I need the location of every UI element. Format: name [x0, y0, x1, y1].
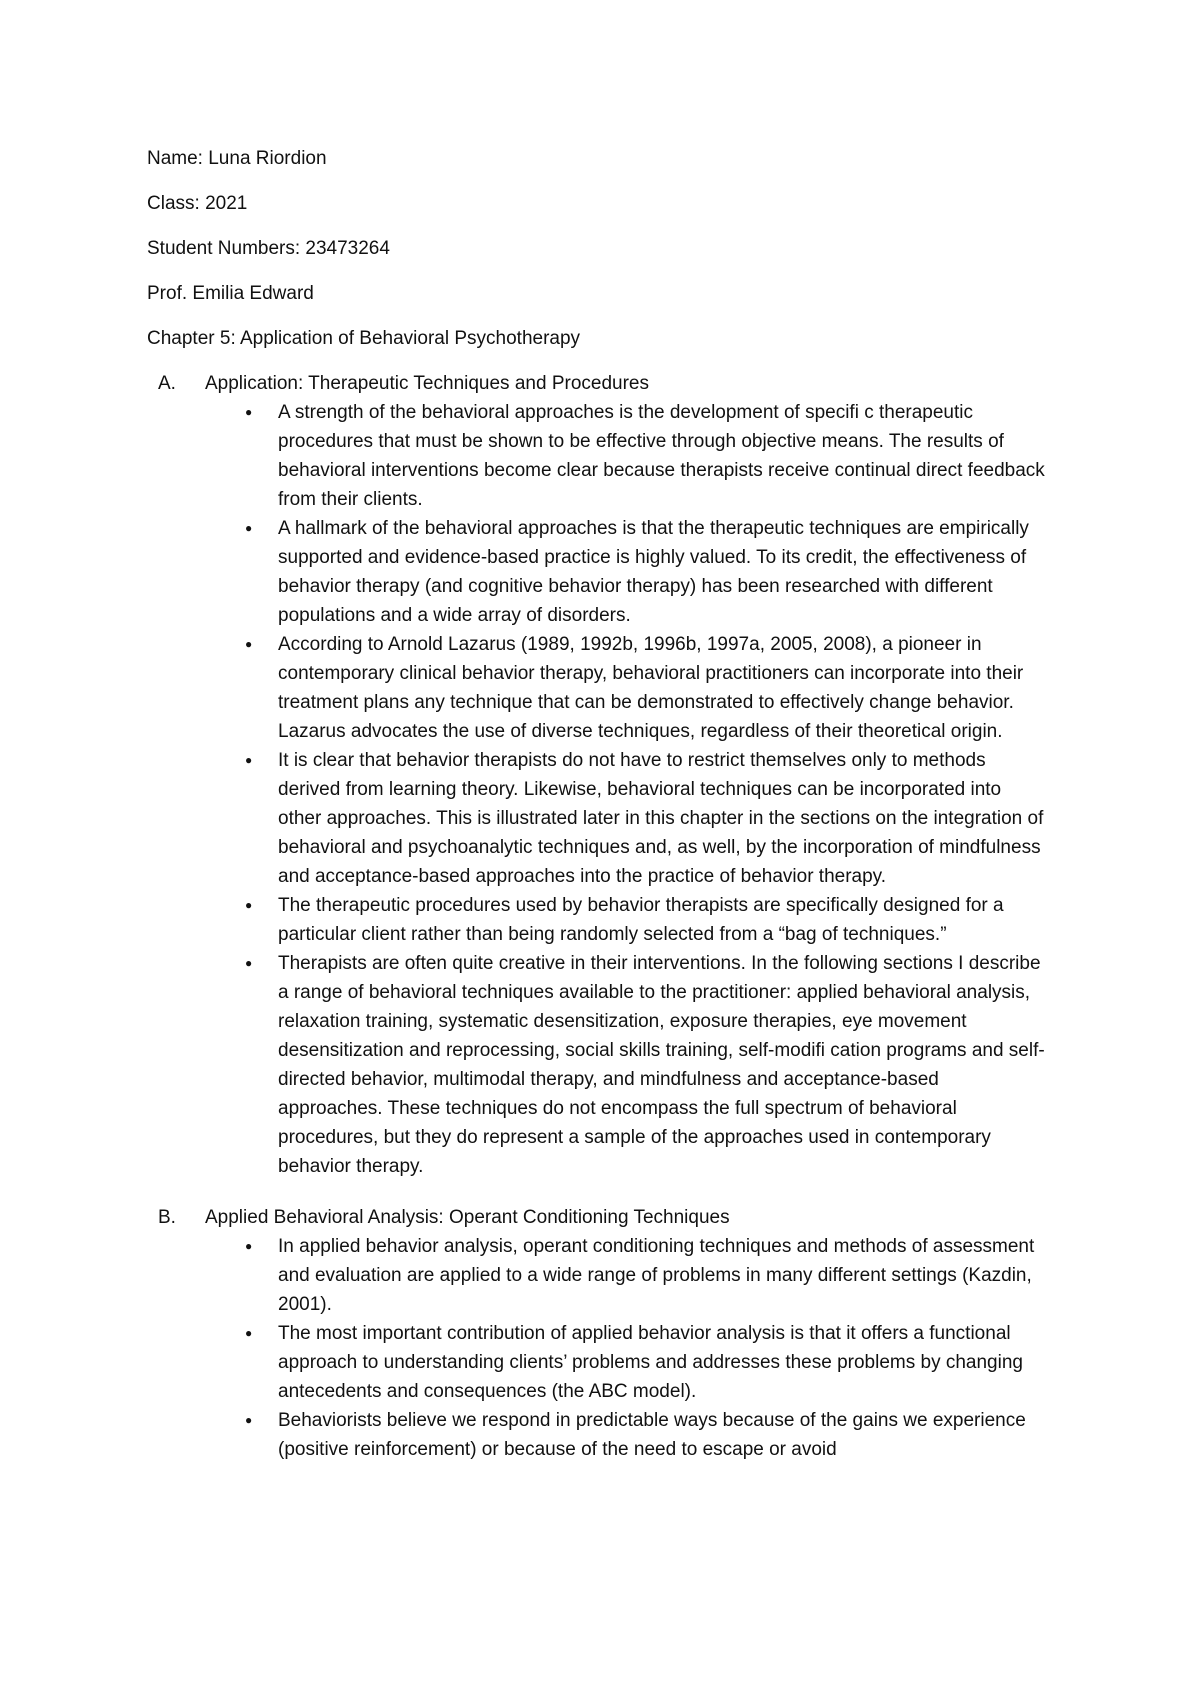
bullet-text: Therapists are often quite creative in their interventions. In the following sections I describe a range of behavioral techniques available to the practitioner: applied behavioral analysis, relaxation training, systematic desensitization, exposure therapies, eye movement desensitization and reprocessing, social skills training, self-modifi cation programs and self-directed behavior, multimodal therapy, and mindfulness and acceptance-based approaches. These techniques do not encompass the full spectrum of behavioral procedures, but they do represent a sample of the approaches used in contemporary behavior therapy.: [278, 953, 1045, 1177]
section-letter: B.: [158, 1207, 176, 1228]
bullet-icon: ●: [245, 1413, 253, 1427]
bullet-text: In applied behavior analysis, operant conditioning techniques and methods of assessment and evaluation are applied to a wide range of problems in many different settings (Kazdin, 2001).: [278, 1236, 1035, 1315]
student-name: Name: Luna Riordion: [147, 148, 327, 169]
bullet-text: A strength of the behavioral approaches is the development of specifi c therapeutic procedures that must be shown to be effective through objective means. The results of behavioral interventions become clear because therapists receive continual direct feedback from their clients.: [278, 402, 1045, 510]
bullet-icon: ●: [245, 1239, 253, 1253]
bullet-text: Behaviorists believe we respond in predictable ways because of the gains we experience (positive reinforcement) or because of the need to escape or avoid: [278, 1410, 1026, 1460]
list-item: [147, 398, 1087, 514]
professor-name: Prof. Emilia Edward: [147, 283, 314, 304]
list-item: [147, 514, 1087, 630]
bullet-text: The most important contribution of applied behavior analysis is that it offers a functional approach to understanding clients’ problems and addresses these problems by changing antecedents and consequences (the ABC model).: [278, 1323, 1023, 1402]
list-item: [147, 746, 1087, 891]
bullet-text: It is clear that behavior therapists do not have to restrict themselves only to methods derived from learning theory. Likewise, behavioral techniques can be incorporated into other approaches. This is illustrated later in this chapter in the sections on the integration of behavioral and psychoanalytic techniques and, as well, by the incorporation of mindfulness and acceptance-based approaches into the practice of behavior therapy.: [278, 750, 1044, 887]
class-year: Class: 2021: [147, 193, 248, 214]
list-item: [147, 891, 1087, 949]
bullet-icon: ●: [245, 898, 253, 912]
bullet-icon: ●: [245, 405, 253, 419]
outline-sections: [147, 369, 1087, 1464]
bullet-icon: ●: [245, 1326, 253, 1340]
section-title: Applied Behavioral Analysis: Operant Conditioning Techniques: [205, 1207, 730, 1228]
list-item: [147, 949, 1087, 1181]
section-b: [147, 1203, 1087, 1464]
document-content: [147, 144, 1087, 1486]
chapter-title: Chapter 5: Application of Behavioral Psychotherapy: [147, 328, 581, 349]
bullet-text: A hallmark of the behavioral approaches is that the therapeutic techniques are empirically supported and evidence-based practice is highly valued. To its credit, the effectiveness of behavior therapy (and cognitive behavior therapy) has been researched with different populations and a wide array of disorders.: [278, 518, 1029, 626]
bullet-text: The therapeutic procedures used by behavior therapists are specifically designed for a particular client rather than being randomly selected from a “bag of techniques.”: [278, 895, 1004, 945]
section-heading: [147, 1203, 1087, 1232]
list-item: [147, 630, 1087, 746]
section-letter: A.: [158, 373, 176, 394]
bullet-text: According to Arnold Lazarus (1989, 1992b, 1996b, 1997a, 2005, 2008), a pioneer in contemporary clinical behavior therapy, behavioral practitioners can incorporate into their treatment plans any technique that can be demonstrated to effectively change behavior. Lazarus advocates the use of diverse techniques, regardless of their theoretical origin.: [278, 634, 1024, 742]
bullet-list: [147, 1232, 1087, 1464]
section-a: [147, 369, 1087, 1181]
bullet-icon: ●: [245, 637, 253, 651]
student-numbers: Student Numbers: 23473264: [147, 238, 390, 259]
section-title: Application: Therapeutic Techniques and Procedures: [205, 373, 649, 394]
bullet-list: [147, 398, 1087, 1181]
bullet-icon: ●: [245, 521, 253, 535]
list-item: [147, 1319, 1087, 1406]
section-heading: [147, 369, 1087, 398]
list-item: [147, 1232, 1087, 1319]
bullet-icon: ●: [245, 753, 253, 767]
list-item: [147, 1406, 1087, 1464]
bullet-icon: ●: [245, 956, 253, 970]
